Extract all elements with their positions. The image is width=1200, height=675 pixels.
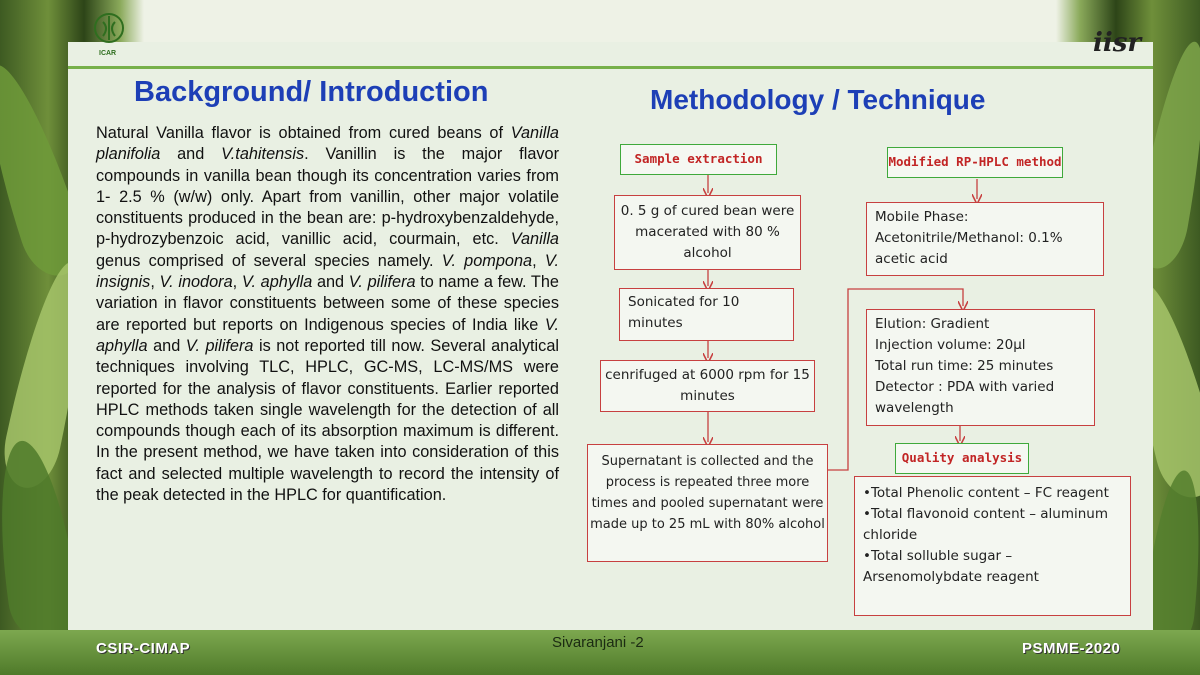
footer-right-text: PSMME-2020: [1022, 640, 1121, 657]
label-quality-analysis: Quality analysis: [895, 443, 1029, 474]
step-sonication: Sonicated for 10 minutes: [619, 288, 794, 341]
footer-left-text: CSIR-CIMAP: [96, 640, 191, 657]
iisr-logo: iisr: [1093, 28, 1142, 58]
footer-presenter: Sivaranjani -2: [552, 634, 644, 651]
step-supernatant: Supernatant is collected and the process is repeated three more times and pooled supernatant were made up to 25 mL with 80% alcohol: [587, 444, 828, 562]
step-centrifugation: cenrifuged at 6000 rpm for 15 minutes: [600, 360, 815, 412]
elution-box: Elution: Gradient Injection volume: 20µl Total run time: 25 minutes Detector : PDA with varied wavelength: [866, 309, 1095, 426]
quality-analysis-box: •Total Phenolic content – FC reagent •Total flavonoid content – aluminum chloride •Total solluble sugar – Arsenomolybdate reagent: [854, 476, 1131, 616]
mobile-phase-box: Mobile Phase: Acetonitrile/Methanol: 0.1% acetic acid: [866, 202, 1104, 276]
label-rp-hplc-method: Modified RP-HPLC method: [887, 147, 1063, 178]
background-heading: Background/ Introduction: [134, 76, 489, 108]
methodology-heading: Methodology / Technique: [650, 84, 986, 115]
step-maceration: 0. 5 g of cured bean were macerated with 80 % alcohol: [614, 195, 801, 270]
icar-logo-text: ICAR: [99, 50, 117, 57]
introduction-text: Natural Vanilla flavor is obtained from cured beans of Vanilla planifolia and V.tahitensis. Vanillin is the major flavor compounds in vanilla bean though its concentration varies from 1- 2.5 % (w/w) only. Apart from vanillin, other major volatile constituents produced in the bean are: p-hydroxybenzaldehyde, p-hydrozybenzoic acid, vanillic acid, courmain, etc. Vanilla genus comprised of several species namely. V. pompona, V. insignis, V. inodora, V. aphylla and V. pilifera to name a few. The variation in flavor constituents between some of these species are reported but reports on Indigenous species of India like V. aphylla and V. pilifera is not reported till now. Several analytical techniques involving TLC, HPLC, GC-MS, LC-MS/MS were reported for the analysis of flavor constituents. Earlier reported HPLC methods taken single wavelength for the detection of all compounds though each of its absorption maximum is different. In the present method, we have taken into consideration of this fact and selected multiple wavelength to record the intensity of the peak detected in the HPLC for quantification.: [96, 124, 559, 505]
label-sample-extraction: Sample extraction: [620, 144, 777, 175]
